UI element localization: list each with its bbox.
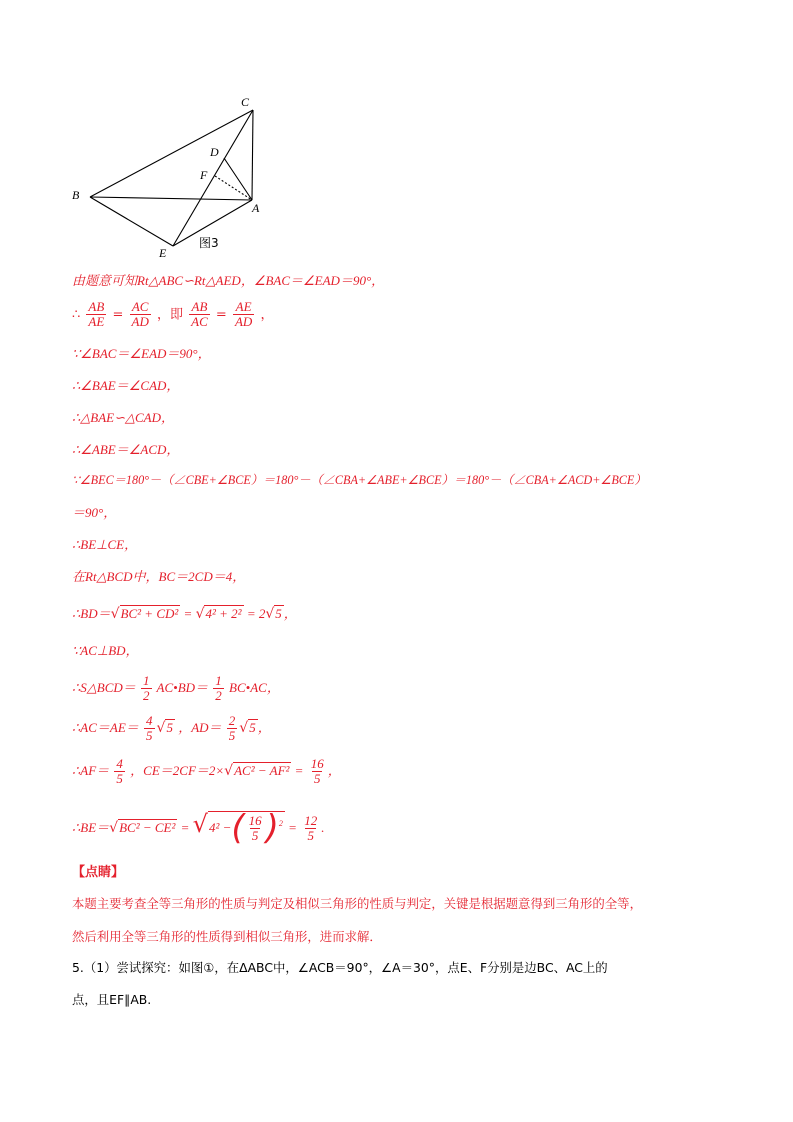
solution-line-7 (72, 474, 647, 486)
equals: = (180, 819, 190, 835)
denominator: 2 (215, 687, 222, 703)
segment-CE (173, 110, 253, 246)
numerator: 1 (143, 673, 150, 688)
solution-line-4 (72, 379, 179, 392)
numerator: 16 (310, 756, 324, 771)
comment-line-1 (72, 898, 642, 910)
problem-line-1 (72, 962, 608, 974)
equals: = (112, 307, 124, 323)
numerator: AC (131, 299, 149, 314)
equals: = (183, 606, 193, 621)
solution-line-16 (72, 807, 325, 848)
solution-line-3 (72, 347, 211, 360)
equals: = (288, 819, 297, 835)
solution-line-2 (72, 300, 273, 330)
equals: = 2 (246, 606, 266, 621)
radicand: 5 (275, 606, 282, 621)
solution-line-11 (72, 605, 297, 621)
solution-text: ∵AC⊥BD， (72, 643, 139, 658)
close-paren: ) (265, 807, 279, 848)
radical-sign: √ (239, 719, 249, 736)
open-paren: ( (231, 807, 245, 848)
radicand: BC² − CE² (119, 819, 176, 835)
connector-text: ，CE＝2CF＝2× (130, 762, 225, 778)
solution-line-5 (72, 411, 174, 424)
comment-heading (72, 866, 124, 879)
radical-sign: √ (224, 762, 234, 779)
expression-prefix: ∴BD＝ (72, 606, 111, 621)
numerator: 16 (248, 813, 262, 828)
label-C: C (241, 95, 250, 109)
denominator: 5 (116, 770, 123, 786)
numerator: 12 (304, 813, 318, 828)
denominator: 5 (146, 727, 153, 743)
label-E: E (159, 246, 167, 260)
solution-line-1 (72, 274, 384, 288)
radicand: 5 (249, 719, 256, 735)
radicand: AC² − AF² (234, 762, 290, 778)
fraction (86, 300, 106, 330)
solution-line-6 (72, 443, 179, 456)
fraction (144, 714, 155, 744)
solution-text: ∵∠BEC＝180°－（∠CBE+∠BCE）＝180°－（∠CBA+∠ABE+∠BCE）＝180°－（∠CBA+∠ACD+∠BCE） (72, 473, 647, 487)
solution-line-10 (72, 570, 245, 583)
figure-caption: 图3 (199, 236, 219, 250)
solution-text: ∵∠BAC＝∠EAD＝90°， (72, 346, 211, 361)
radical-sign: √ (195, 606, 205, 622)
radical-sign: √ (156, 719, 166, 736)
segment-FA-dashed (215, 176, 252, 200)
fraction (114, 757, 125, 787)
connector-text: ，即 (156, 307, 183, 323)
label-F: F (200, 168, 208, 182)
radicand: 4² + 2² (205, 606, 242, 621)
fraction-half (213, 674, 224, 704)
expression-prefix: ∴AC＝AE＝ (72, 719, 139, 735)
radicand: BC² + CD² (120, 606, 179, 621)
denominator: 2 (143, 687, 150, 703)
therefore-symbol: ∴ (72, 307, 81, 323)
segment-BA (90, 197, 252, 200)
comma: ， (283, 606, 297, 621)
numerator: 1 (215, 673, 222, 688)
label-B: B (72, 188, 80, 202)
radicand: 5 (166, 719, 173, 735)
solution-line-9 (72, 538, 137, 551)
fraction (247, 814, 264, 844)
numerator: AB (191, 299, 208, 314)
radical-sign: √ (265, 606, 275, 622)
comment-text: 本题主要考查全等三角形的性质与判定及相似三角形的性质与判定，关键是根据题意得到三角形的全等， (72, 896, 642, 911)
radicand (208, 807, 285, 848)
solution-text: ＝90°， (72, 505, 117, 520)
comma: ， (327, 762, 341, 778)
fraction (309, 757, 326, 787)
solution-text: 在Rt△BCD中，BC＝2CD＝4， (72, 569, 246, 584)
expression-prefix: ∴S△BCD＝ (72, 679, 136, 695)
period: . (321, 819, 325, 835)
segment-DA (224, 158, 252, 200)
solution-text: ∴∠ABE＝∠ACD， (72, 442, 180, 457)
solution-text: ∴△BAE∽△CAD， (72, 410, 174, 425)
fraction-half (141, 674, 152, 704)
segment-BE (90, 197, 173, 246)
comma: ， (260, 307, 274, 323)
problem-line-2 (72, 994, 151, 1006)
denominator: AC (191, 313, 208, 329)
solution-text: ∴BE⊥CE， (72, 537, 138, 552)
denominator: AE (88, 313, 105, 329)
numerator: 2 (228, 713, 236, 728)
fraction (189, 300, 210, 330)
problem-text: 点，且EF∥AB. (72, 992, 152, 1007)
radical-sign: √ (192, 809, 208, 838)
expression-prefix: ∴AF＝ (72, 762, 110, 778)
expression-prefix: ∴BE＝ (72, 819, 110, 835)
segment-CA (252, 110, 253, 200)
solution-line-13 (72, 674, 280, 704)
solution-line-12 (72, 644, 139, 657)
comment-heading-text: 【点睛】 (72, 865, 125, 880)
problem-text: 5.（1）尝试探究：如图①，在ΔABC中，∠ACB＝90°，∠A＝30°，点E、F分别是边BC、AC上的 (72, 960, 608, 975)
radical-sign: √ (110, 606, 120, 622)
denominator: 5 (307, 827, 314, 843)
radicand-part: 4² − (208, 819, 232, 835)
fraction (233, 300, 254, 330)
label-A: A (252, 201, 260, 215)
connector-text: ，AD＝ (178, 719, 222, 735)
numerator: AE (235, 299, 252, 314)
solution-line-8 (72, 506, 116, 519)
exponent: 2 (278, 818, 283, 828)
solution-line-14 (72, 714, 271, 744)
fraction (302, 814, 319, 844)
geometry-figure (60, 92, 280, 262)
denominator: AD (234, 313, 253, 329)
product: AC•BD＝ (156, 679, 209, 695)
solution-text: ∴∠BAE＝∠CAD， (72, 378, 180, 393)
denominator: 5 (313, 770, 321, 786)
denominator: AD (131, 313, 149, 329)
numerator: AB (88, 299, 105, 314)
denominator: 5 (251, 827, 259, 843)
label-D: D (210, 145, 219, 159)
fraction (130, 300, 151, 330)
solution-line-15 (72, 757, 341, 787)
comma: ， (257, 719, 271, 735)
comment-line-2 (72, 931, 382, 943)
denominator: 5 (228, 727, 236, 743)
fraction (227, 714, 238, 744)
equals: = (294, 762, 304, 778)
numerator: 4 (146, 713, 153, 728)
solution-text: 由题意可知Rt△ABC∽Rt△AED，∠BAC＝∠EAD＝90°， (72, 273, 385, 288)
product: BC•AC， (229, 679, 280, 695)
radical-sign: √ (109, 819, 119, 836)
segment-BC (90, 110, 253, 197)
comment-text: 然后利用全等三角形的性质得到相似三角形，进而求解． (72, 929, 382, 944)
numerator: 4 (116, 756, 123, 771)
equals: = (215, 307, 227, 323)
